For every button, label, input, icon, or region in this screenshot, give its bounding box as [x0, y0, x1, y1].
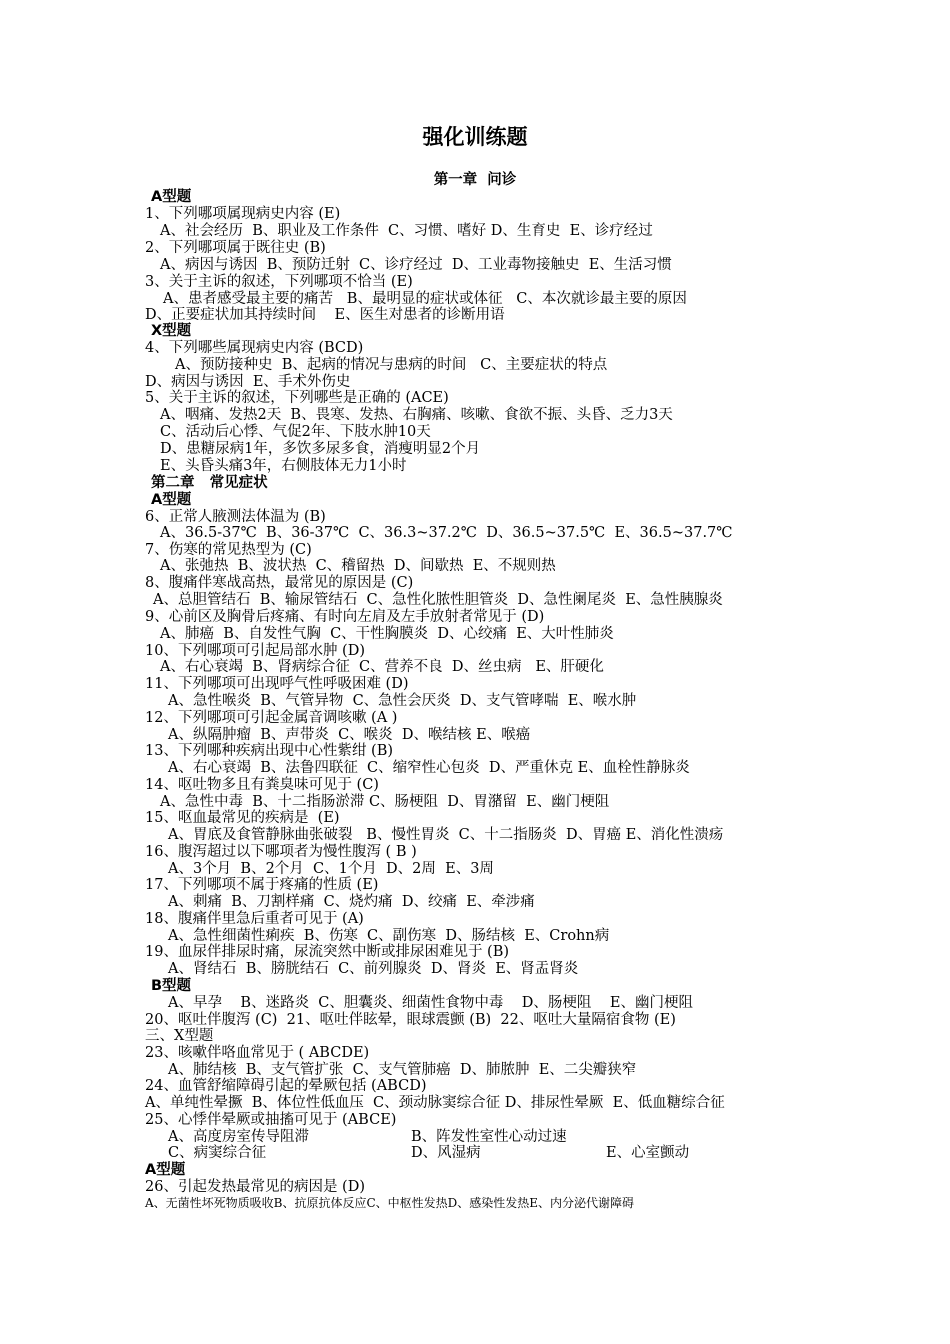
- text-line: A、社会经历 B、职业及工作条件 C、习惯、嗜好 D、生育史 E、诊疗经过: [160, 223, 653, 239]
- text-line: A、早孕 B、迷路炎 C、胆囊炎、细菌性食物中毒 D、肠梗阻 E、幽门梗阻: [168, 995, 693, 1011]
- text-line: A、36.5-37℃ B、36-37℃ C、36.3~37.2℃ D、36.5~37.5℃ E、36.5~37.7℃: [160, 525, 733, 541]
- text-line: 3、关于主诉的叙述，下列哪项不恰当 (E): [145, 274, 413, 290]
- text-line: A、高度房室传导阻滞: [168, 1129, 309, 1145]
- text-line: A、胃底及食管静脉曲张破裂 B、慢性胃炎 C、十二指肠炎 D、胃癌 E、消化性溃疡: [168, 827, 724, 843]
- text-line: 5、关于主诉的叙述，下列哪些是正确的 (ACE): [145, 390, 449, 406]
- text-line: 13、下列哪种疾病出现中心性紫绀 (B): [145, 743, 394, 759]
- text-line: A、患者感受最主要的痛苦 B、最明显的症状或体征 C、本次就诊最主要的原因: [163, 291, 687, 307]
- text-line: 15、呕血最常见的疾病是 (E): [145, 810, 340, 826]
- page-title: 强化训练题: [422, 125, 528, 149]
- text-line: C、病窦综合征: [168, 1145, 267, 1161]
- text-line: E、心室颤动: [606, 1145, 690, 1161]
- text-line: A、单纯性晕撅 B、体位性低血压 C、颈动脉窦综合征 D、排尿性晕厥 E、低血糖综合征: [145, 1095, 725, 1111]
- text-line: A、3个月 B、2个月 C、1个月 D、2周 E、3周: [168, 861, 494, 877]
- text-line: D、正要症状加其持续时间 E、医生对患者的诊断用语: [145, 307, 505, 323]
- text-line: D、患糖尿病1年，多饮多尿多食，消瘦明显2个月: [160, 441, 481, 457]
- text-line: 19、血尿伴排尿时痛，尿流突然中断或排尿困难见于 (B): [145, 944, 510, 960]
- text-line: 9、心前区及胸骨后疼痛、有时向左肩及左手放射者常见于 (D): [145, 609, 545, 625]
- text-line: C、活动后心悸、气促2年、下肢水肿10天: [160, 424, 431, 440]
- text-line: 1、下列哪项属现病史内容 (E): [145, 206, 341, 222]
- text-line: A、急性中毒 B、十二指肠淤滞 C、肠梗阻 D、胃潴留 E、幽门梗阻: [160, 794, 610, 810]
- text-line: A、急性喉炎 B、气管异物 C、急性会厌炎 D、支气管哮喘 E、喉水肿: [168, 693, 637, 709]
- text-line: 20、呕吐伴腹泻 (C) 21、呕吐伴眩晕，眼球震颤 (B) 22、呕吐大量隔宿食物 (E): [145, 1012, 676, 1028]
- text-line: D、病因与诱因 E、手术外伤史: [145, 374, 351, 390]
- text-line: A、急性细菌性痢疾 B、伤寒 C、副伤寒 D、肠结核 E、Crohn病: [168, 928, 610, 944]
- text-line: 18、腹痛伴里急后重者可见于 (A): [145, 911, 364, 927]
- text-line: B、阵发性室性心动过速: [411, 1129, 567, 1145]
- text-line: A、肾结石 B、膀胱结石 C、前列腺炎 D、肾炎 E、肾盂肾炎: [168, 961, 579, 977]
- text-line: A、纵隔肿瘤 B、声带炎 C、喉炎 D、喉结核 E、喉癌: [168, 727, 531, 743]
- text-line: 7、伤寒的常见热型为 (C): [145, 542, 312, 558]
- section-heading: B型题: [151, 978, 192, 994]
- text-line: A、肺结核 B、支气管扩张 C、支气管肺癌 D、肺脓肿 E、二尖瓣狭窄: [168, 1062, 637, 1078]
- text-line: A、刺痛 B、刀割样痛 C、烧灼痛 D、绞痛 E、牵涉痛: [168, 894, 535, 910]
- text-line: 11、下列哪项可出现呼气性呼吸困难 (D): [145, 676, 409, 692]
- text-line: D、风湿病: [411, 1145, 481, 1161]
- text-line: E、头昏头痛3年，右侧肢体无力1小时: [160, 458, 407, 474]
- text-line: 16、腹泻超过以下哪项者为慢性腹泻 ( B ): [145, 844, 417, 860]
- section-heading: 第一章 问诊: [433, 172, 517, 188]
- text-line: A、肺癌 B、自发性气胸 C、干性胸膜炎 D、心绞痛 E、大叶性肺炎: [160, 626, 614, 642]
- section-heading: A型题: [145, 1162, 186, 1178]
- text-line: 25、心悸伴晕厥或抽搐可见于 (ABCE): [145, 1112, 397, 1128]
- text-line: A、总胆管结石 B、输尿管结石 C、急性化脓性胆管炎 D、急性阑尾炎 E、急性胰腺炎: [153, 592, 723, 608]
- text-line: 三、X型题: [145, 1028, 214, 1044]
- text-line: 23、咳嗽伴咯血常见于 ( ABCDE): [145, 1045, 370, 1061]
- text-line: 24、血管舒缩障碍引起的晕厥包括 (ABCD): [145, 1078, 427, 1094]
- text-line: A、无菌性坏死物质吸收B、抗原抗体反应C、中枢性发热D、感染性发热E、内分泌代谢障碍: [145, 1196, 635, 1210]
- section-heading: A型题: [151, 189, 192, 205]
- text-line: A、右心衰竭 B、法鲁四联征 C、缩窄性心包炎 D、严重休克 E、血栓性静脉炎: [168, 760, 690, 776]
- text-line: A、预防接种史 B、起病的情况与患病的时间 C、主要症状的特点: [175, 357, 608, 373]
- text-line: A、咽痛、发热2天 B、畏寒、发热、右胸痛、咳嗽、食欲不振、头昏、乏力3天: [160, 407, 673, 423]
- text-line: 17、下列哪项不属于疼痛的性质 (E): [145, 877, 379, 893]
- text-line: 14、呕吐物多且有粪臭味可见于 (C): [145, 777, 379, 793]
- text-line: A、右心衰竭 B、肾病综合征 C、营养不良 D、丝虫病 E、肝硬化: [160, 659, 604, 675]
- section-heading: X型题: [151, 323, 192, 339]
- text-line: 26、引起发热最常见的病因是 (D): [145, 1179, 365, 1195]
- section-heading: 第二章 常见症状: [151, 475, 268, 491]
- section-heading: A型题: [151, 492, 192, 508]
- text-line: 8、腹痛伴寒战高热，最常见的原因是 (C): [145, 575, 414, 591]
- text-line: 12、下列哪项可引起金属音调咳嗽 (A ): [145, 710, 398, 726]
- text-line: 6、正常人腋测法体温为 (B): [145, 509, 326, 525]
- text-line: 10、下列哪项可引起局部水肿 (D): [145, 643, 365, 659]
- text-line: 2、下列哪项属于既往史 (B): [145, 240, 326, 256]
- text-line: 4、下列哪些属现病史内容 (BCD): [145, 340, 364, 356]
- text-line: A、病因与诱因 B、预防迁射 C、诊疗经过 D、工业毒物接触史 E、生活习惯: [160, 257, 672, 273]
- text-line: A、张弛热 B、波状热 C、稽留热 D、间歇热 E、不规则热: [160, 558, 556, 574]
